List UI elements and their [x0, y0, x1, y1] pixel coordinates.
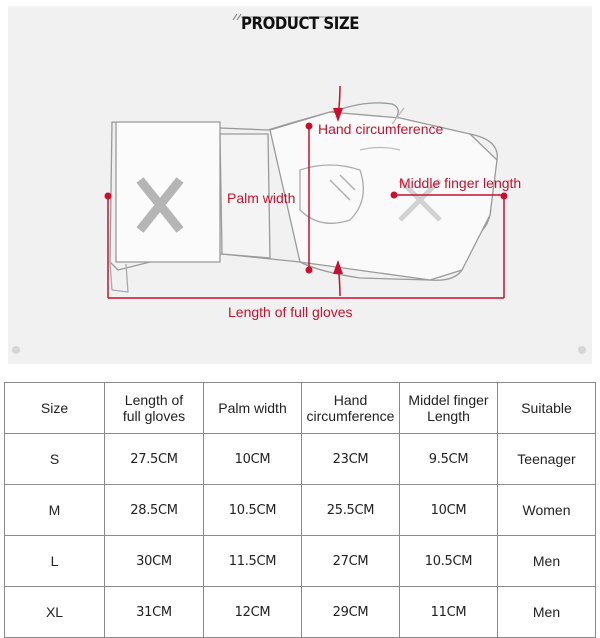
cell-length: 28.5CM [105, 485, 204, 536]
cell-hand-circumference: 23CM [302, 434, 400, 485]
palm-width-label: Palm width [227, 190, 296, 206]
length-of-full-gloves-label: Length of full gloves [228, 304, 353, 320]
header-suitable: Suitable [498, 383, 596, 434]
header-size: Size [5, 383, 105, 434]
cell-suitable: Men [498, 587, 596, 638]
cell-suitable: Teenager [498, 434, 596, 485]
cell-size: S [5, 434, 105, 485]
size-table [4, 382, 596, 638]
cell-hand-circumference: 29CM [302, 587, 400, 638]
table-row [5, 434, 596, 485]
cell-size: XL [5, 587, 105, 638]
cell-hand-circumference: 25.5CM [302, 485, 400, 536]
cell-length: 31CM [105, 587, 204, 638]
table-header-row [5, 383, 596, 434]
table-row [5, 587, 596, 638]
cell-middle-finger: 9.5CM [400, 434, 498, 485]
cell-suitable: Men [498, 536, 596, 587]
cell-size: L [5, 536, 105, 587]
page-title: PRODUCT SIZE [241, 12, 359, 34]
cell-palm-width: 10CM [204, 434, 302, 485]
cell-hand-circumference: 27CM [302, 536, 400, 587]
title-area [0, 14, 600, 33]
header-palm-width: Palm width [204, 383, 302, 434]
cell-middle-finger: 11CM [400, 587, 498, 638]
header-middle-finger-length: Middel finger Length [400, 383, 498, 434]
cell-length: 30CM [105, 536, 204, 587]
cell-length: 27.5CM [105, 434, 204, 485]
cell-palm-width: 10.5CM [204, 485, 302, 536]
cell-palm-width: 11.5CM [204, 536, 302, 587]
cell-size: M [5, 485, 105, 536]
cell-palm-width: 12CM [204, 587, 302, 638]
table-row [5, 536, 596, 587]
hand-circumference-label: Hand circumference [318, 121, 444, 137]
cell-middle-finger: 10.5CM [400, 536, 498, 587]
cell-middle-finger: 10CM [400, 485, 498, 536]
table-row [5, 485, 596, 536]
header-hand-circumference: Hand circumference [302, 383, 400, 434]
middle-finger-length-label: Middle finger length [399, 175, 522, 191]
cell-suitable: Women [498, 485, 596, 536]
header-length-of-full-gloves: Length of full gloves [105, 383, 204, 434]
